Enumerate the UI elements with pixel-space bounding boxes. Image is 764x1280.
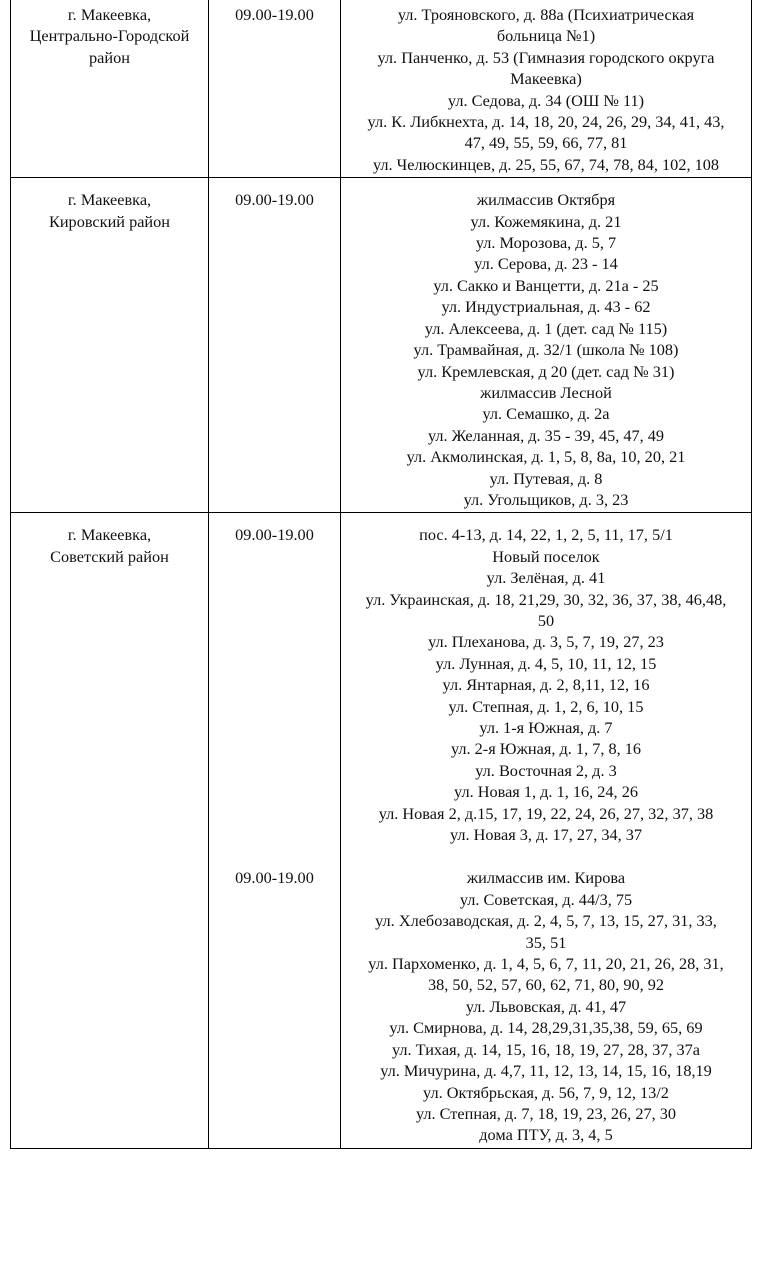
address-line: ул. Октябрьская, д. 56, 7, 9, 12, 13/2 bbox=[423, 1082, 669, 1102]
address-line: Макеевка) bbox=[510, 69, 582, 89]
address-line: жилмассив Октября bbox=[476, 190, 616, 210]
address-line: 47, 49, 55, 59, 66, 77, 81 bbox=[464, 133, 628, 153]
address-line: ул. Мичурина, д. 4,7, 11, 12, 13, 14, 15, 16, 18,19 bbox=[380, 1061, 712, 1081]
time-cell bbox=[209, 0, 341, 178]
address-line: 50 bbox=[537, 610, 555, 630]
district-line: Советский район bbox=[50, 546, 169, 566]
district-line: Центрально-Городской bbox=[29, 26, 190, 46]
address-line: ул. Хлебозаводская, д. 2, 4, 5, 7, 13, 15, 27, 31, 33, bbox=[375, 911, 717, 931]
address-line: больница №1) bbox=[496, 26, 596, 46]
address-line: ул. Новая 1, д. 1, 16, 24, 26 bbox=[454, 782, 638, 802]
address-line: ул. Панченко, д. 53 (Гимназия городского округа bbox=[377, 47, 715, 67]
address-line: ул. Челюскинцев, д. 25, 55, 67, 74, 78, 84, 102, 108 bbox=[372, 154, 720, 174]
address-line: ул. Новая 3, д. 17, 27, 34, 37 bbox=[449, 825, 643, 845]
time-cell bbox=[209, 513, 341, 1148]
district-lines bbox=[11, 0, 208, 68]
address-line: дома ПТУ, д. 3, 4, 5 bbox=[479, 1125, 613, 1145]
address-line: ул. Советская, д. 44/3, 75 bbox=[459, 889, 633, 909]
address-line: ул. Сакко и Ванцетти, д. 21а - 25 bbox=[433, 275, 659, 295]
address-line: жилмассив им. Кирова bbox=[466, 868, 626, 888]
schedule-document bbox=[10, 0, 751, 1149]
district-line: район bbox=[89, 47, 130, 67]
time-value: 09.00-19.00 bbox=[235, 5, 314, 24]
district-cell bbox=[11, 0, 209, 178]
address-line: ул. Трояновского, д. 88а (Психиатрическая bbox=[397, 5, 695, 24]
address-line: 38, 50, 52, 57, 60, 62, 71, 80, 90, 92 bbox=[427, 975, 665, 995]
address-cell bbox=[341, 0, 752, 178]
address-line: ул. Морозова, д. 5, 7 bbox=[475, 233, 617, 253]
table-body bbox=[11, 0, 752, 1148]
table-row bbox=[11, 513, 752, 1148]
address-block-2 bbox=[343, 867, 749, 1145]
address-line: ул. Пархоменко, д. 1, 4, 5, 6, 7, 11, 20, 21, 26, 28, 31, bbox=[368, 954, 724, 974]
address-line: ул. Степная, д. 1, 2, 6, 10, 15 bbox=[448, 696, 644, 716]
address-line: ул. Алексеева, д. 1 (дет. сад № 115) bbox=[424, 318, 668, 338]
address-line: ул. Седова, д. 34 (ОШ № 11) bbox=[447, 90, 645, 110]
address-line: ул. Украинская, д. 18, 21,29, 30, 32, 36, 37, 38, 46,48, bbox=[365, 589, 727, 609]
address-line: ул. Семашко, д. 2а bbox=[482, 404, 610, 424]
address-block-1 bbox=[343, 524, 749, 845]
address-line: ул. К. Либкнехта, д. 14, 18, 20, 24, 26, 29, 34, 41, 43, bbox=[367, 112, 725, 132]
address-line: ул. 2-я Южная, д. 1, 7, 8, 16 bbox=[450, 739, 642, 759]
district-lines bbox=[11, 178, 208, 232]
second-time-block bbox=[211, 867, 338, 888]
table-row bbox=[11, 0, 752, 178]
address-line: ул. Восточная 2, д. 3 bbox=[475, 760, 617, 780]
time-value: 09.00-19.00 bbox=[235, 190, 314, 210]
address-line: ул. Зелёная, д. 41 bbox=[486, 568, 606, 588]
district-lines bbox=[11, 513, 208, 567]
address-cell bbox=[341, 178, 752, 513]
time-value: 09.00-19.00 bbox=[235, 525, 314, 545]
address-line: ул. Новая 2, д.15, 17, 19, 22, 24, 26, 27, 32, 37, 38 bbox=[378, 803, 714, 823]
district-line: Кировский район bbox=[48, 211, 170, 231]
address-line: ул. Акмолинская, д. 1, 5, 8, 8а, 10, 20, 21 bbox=[406, 447, 686, 467]
district-line: г. Макеевка, bbox=[67, 190, 152, 210]
schedule-table bbox=[10, 0, 752, 1149]
address-line: ул. Угольщиков, д. 3, 23 bbox=[463, 489, 629, 509]
time-value-2: 09.00-19.00 bbox=[235, 868, 314, 888]
address-line: ул. Тихая, д. 14, 15, 16, 18, 19, 27, 28, 37, 37а bbox=[391, 1039, 701, 1059]
address-line: ул. Степная, д. 7, 18, 19, 23, 26, 27, 30 bbox=[415, 1103, 677, 1123]
district-cell bbox=[11, 513, 209, 1148]
table-row bbox=[11, 178, 752, 513]
address-line: 35, 51 bbox=[525, 932, 567, 952]
address-line: ул. Кожемякина, д. 21 bbox=[470, 211, 622, 231]
address-lines bbox=[341, 178, 751, 512]
address-line: ул. Путевая, д. 8 bbox=[489, 468, 603, 488]
address-line: ул. Кремлевская, д 20 (дет. сад № 31) bbox=[417, 361, 675, 381]
address-line: ул. Плеханова, д. 3, 5, 7, 19, 27, 23 bbox=[428, 632, 664, 652]
address-lines bbox=[341, 513, 751, 1147]
time-cell bbox=[209, 178, 341, 513]
address-cell bbox=[341, 513, 752, 1148]
address-line: ул. Лунная, д. 4, 5, 10, 11, 12, 15 bbox=[435, 653, 657, 673]
address-line: ул. Индустриальная, д. 43 - 62 bbox=[441, 297, 651, 317]
address-line: ул. 1-я Южная, д. 7 bbox=[479, 718, 613, 737]
address-line: пос. 4-13, д. 14, 22, 1, 2, 5, 11, 17, 5/1 bbox=[419, 525, 673, 545]
district-line: г. Макеевка, bbox=[67, 5, 152, 24]
address-line: ул. Львовская, д. 41, 47 bbox=[465, 996, 627, 1016]
district-cell bbox=[11, 178, 209, 513]
address-block-gap bbox=[343, 845, 749, 867]
district-line: г. Макеевка, bbox=[67, 525, 152, 545]
address-line: жилмассив Лесной bbox=[480, 382, 612, 402]
address-lines bbox=[341, 0, 751, 177]
address-line: Новый поселок bbox=[492, 546, 600, 566]
address-line: ул. Янтарная, д. 2, 8,11, 12, 16 bbox=[442, 675, 650, 695]
address-line: ул. Желанная, д. 35 - 39, 45, 47, 49 bbox=[427, 425, 665, 445]
address-line: ул. Трамвайная, д. 32/1 (школа № 108) bbox=[413, 340, 679, 360]
address-line: ул. Смирнова, д. 14, 28,29,31,35,38, 59, 65, 69 bbox=[389, 1018, 703, 1038]
address-line: ул. Серова, д. 23 - 14 bbox=[474, 254, 618, 274]
